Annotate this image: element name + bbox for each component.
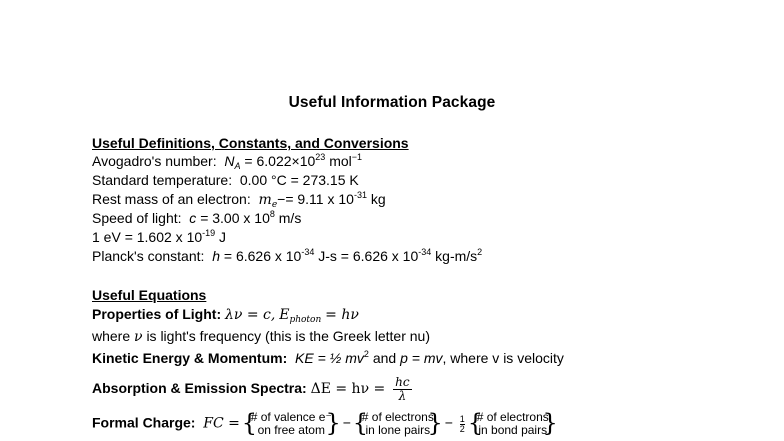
ev-line: 1 eV = 1.602 x $10^{-19}$ J (92, 228, 227, 245)
valence-electrons-term: { # of valence e⁻ on free atom } (244, 411, 339, 437)
equations-heading: Useful Equations (92, 287, 207, 303)
definitions-heading: Useful Definitions, Constants, and Conversions (92, 135, 409, 151)
hc-over-lambda-fraction: $\frac{hc}{\lambda}$ (395, 375, 410, 403)
bond-pair-electrons-term: { # of electrons in bond pairs } (470, 411, 556, 437)
electron-mass-line: Rest mass of an electron: $m_e-= 9.11$ x $10^{-31}$ kg (92, 190, 386, 210)
std-temp-line: Standard temperature: 0.00 °C = 273.15 K (92, 172, 359, 188)
one-half-fraction: $\frac{1}{2}$ (459, 413, 465, 434)
formal-charge-line: Formal Charge: FC = { # of valence e⁻ on free atom } − { # of electrons in lone pairs } − $\frac{1}{2}$ { # of electrons in bond pairs } (92, 411, 556, 437)
kinetic-line: Kinetic Energy & Momentum: KE = ½ $mv^2$ and p = mv, where v is velocity (92, 349, 564, 366)
page-title: Useful Information Package (288, 94, 496, 111)
spectra-line: Absorption & Emission Spectra: ΔE = hν = $\frac{hc}{\lambda}$ (92, 375, 410, 403)
lone-pair-electrons-term: { # of electrons in lone pairs } (355, 411, 441, 437)
speed-light-line: Speed of light: c = 3.00 x $10^8$ m/s (92, 209, 302, 226)
light-properties-line: Properties of Light: λν = c, $E_{photon} = h\nu$ (92, 306, 359, 325)
avogadro-line: Avogadro's number: $N_A = 6.022\times 10^{23}$ mol$^{-1}$ (92, 152, 363, 171)
planck-line: Planck's constant: h = 6.626 x $10^{-34}$ J-s = 6.626 x $10^{-34}$ $kg-m/s^2$ (92, 247, 483, 264)
nu-note-line: where ν is light's frequency (this is the Greek letter nu) (92, 328, 431, 345)
